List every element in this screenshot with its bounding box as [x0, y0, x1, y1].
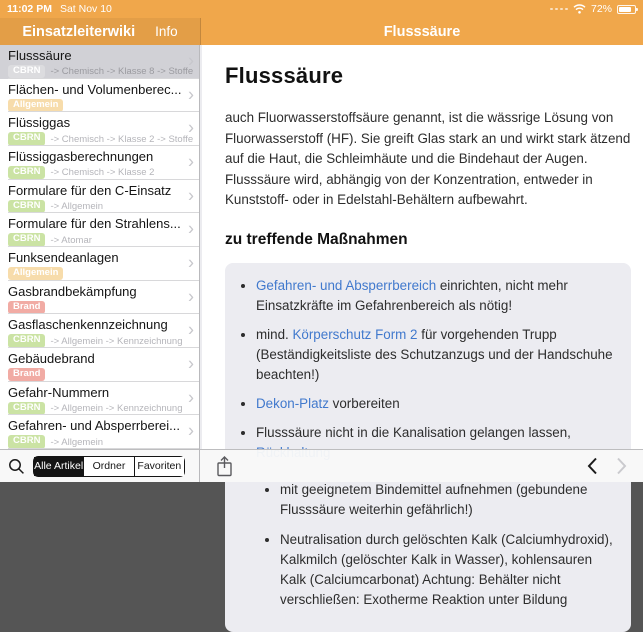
category-badge: CBRN — [8, 65, 45, 78]
article-list — [0, 45, 199, 449]
list-item-subline — [8, 166, 181, 179]
article-content — [200, 45, 643, 482]
cellular-dots-icon — [550, 8, 568, 11]
list-item-title: Flusssäure — [8, 48, 181, 63]
measure-item: • mit geeignetem Bindemittel aufnehmen (gebundene Flusssäure weiterhin gefährlich!) — [280, 480, 617, 520]
article-list-pane — [0, 45, 200, 482]
measures-list — [235, 276, 617, 464]
list-item-subline — [8, 65, 181, 78]
wifi-icon — [573, 4, 586, 14]
category-badge: Brand — [8, 301, 45, 314]
list-item-subline — [8, 435, 181, 448]
list-item[interactable] — [0, 146, 199, 180]
list-item-subline — [8, 334, 181, 347]
list-item[interactable] — [0, 79, 199, 113]
disclosure-chevron-icon: › — [188, 119, 194, 137]
category-path: -> Allgemein — [50, 437, 103, 448]
navigation-bar — [0, 18, 643, 45]
category-badge: Allgemein — [8, 267, 63, 280]
list-item[interactable] — [0, 281, 199, 315]
disclosure-chevron-icon: › — [188, 287, 194, 305]
list-item[interactable] — [0, 382, 199, 416]
category-badge: CBRN — [8, 334, 45, 347]
section-heading: zu treffende Maßnahmen — [225, 231, 631, 249]
status-bar — [0, 0, 643, 18]
article-title: Flusssäure — [225, 63, 631, 89]
category-badge: Allgemein — [8, 99, 63, 112]
category-path: -> Allgemein — [50, 201, 103, 212]
category-path: -> Chemisch -> Klasse 8 -> Stoffe — [50, 66, 193, 77]
status-date: Sat Nov 10 — [60, 3, 112, 15]
article-detail-pane — [200, 45, 643, 482]
disclosure-chevron-icon: › — [188, 51, 194, 69]
category-path: -> Atomar — [50, 235, 91, 246]
status-left — [7, 3, 112, 15]
battery-percent: 72% — [591, 3, 612, 15]
category-path: -> Chemisch -> Klasse 2 — [50, 167, 154, 178]
category-path: -> Chemisch -> Klasse 2 -> Stoffe — [50, 134, 193, 145]
list-item-title: Flüssiggas — [8, 115, 181, 130]
battery-icon — [617, 5, 636, 14]
history-arrows — [587, 457, 627, 475]
list-item-title: Flüssiggasberechnungen — [8, 149, 181, 164]
disclosure-chevron-icon: › — [188, 186, 194, 204]
measure-item: • Gefahren- und Absperrbereich einrichten, nicht mehr Einsatzkräfte im Gefahrenbereich als nötig! — [256, 276, 617, 316]
status-right — [550, 3, 636, 15]
wiki-link[interactable]: Körperschutz Form 2 — [292, 327, 417, 342]
app-title: Einsatzleiterwiki — [22, 24, 135, 40]
category-badge: CBRN — [8, 200, 45, 213]
filter-segmented-control — [33, 456, 185, 477]
disclosure-chevron-icon: › — [188, 354, 194, 372]
disclosure-chevron-icon: › — [188, 422, 194, 440]
category-path: -> Allgemein -> Kennzeichnung — [50, 403, 182, 414]
measures-box — [225, 263, 631, 632]
detail-nav — [201, 18, 643, 45]
list-toolbar — [0, 449, 199, 482]
measure-item: • mind. Körperschutz Form 2 für vorgehenden Trupp (Beständigkeitsliste des Schutzanzugs und der Handschuhe beachten!) — [256, 325, 617, 385]
list-item-title: Gasflaschenkennzeichnung — [8, 317, 181, 332]
list-item-title: Gasbrandbekämpfung — [8, 284, 181, 299]
measure-item: • Flusssäure nicht in die Kanalisation gelangen lassen, — [256, 423, 617, 463]
disclosure-chevron-icon: › — [188, 85, 194, 103]
list-item[interactable] — [0, 314, 199, 348]
list-item-subline — [8, 368, 181, 381]
disclosure-chevron-icon: › — [188, 220, 194, 238]
list-item[interactable] — [0, 213, 199, 247]
list-item-subline — [8, 132, 181, 145]
wiki-link[interactable]: Gefahren- und Absperrbereich — [256, 278, 436, 293]
disclosure-chevron-icon: › — [188, 388, 194, 406]
segment-button[interactable]: Alle Artikel — [34, 457, 84, 476]
list-item-title: Formulare für den Strahlens... — [8, 216, 181, 231]
list-item-subline — [8, 233, 181, 246]
article-intro: auch Fluorwasserstoffsäure genannt, ist die wässrige Lösung von Fluorwasserstoff (HF). Sie greift Glas stark an und wirkt stark ätzend auf die Haut, die Schleimhäute und die Bindehaut der Augen. Flusssäure wird, abhängig von der Konzentration, entweder in Kunststoff- oder in Edelstahl-Behältern aufbewahrt. — [225, 108, 631, 211]
category-path: -> Allgemein -> Kennzeichnung — [50, 336, 182, 347]
list-item-title: Funksendeanlagen — [8, 250, 181, 265]
status-time: 11:02 PM — [7, 3, 52, 15]
detail-toolbar — [200, 449, 643, 482]
disclosure-chevron-icon: › — [188, 321, 194, 339]
list-item-title: Gefahr-Nummern — [8, 385, 181, 400]
list-item-title: Gebäudebrand — [8, 351, 181, 366]
master-nav — [0, 18, 201, 45]
category-badge: CBRN — [8, 233, 45, 246]
segment-button[interactable]: Ordner — [84, 457, 134, 476]
measure-item: • Dekon-Platz vorbereiten — [256, 394, 617, 414]
list-item[interactable] — [0, 112, 199, 146]
list-item-subline — [8, 402, 181, 415]
info-button[interactable]: Info — [155, 24, 178, 39]
chevron-left-icon[interactable] — [587, 457, 598, 475]
list-item-subline — [8, 267, 181, 280]
list-item[interactable] — [0, 247, 199, 281]
list-item[interactable] — [0, 348, 199, 382]
segment-button[interactable]: Favoriten — [135, 457, 184, 476]
search-icon[interactable] — [8, 458, 25, 475]
split-view — [0, 45, 643, 482]
category-badge: CBRN — [8, 132, 45, 145]
share-icon[interactable] — [216, 456, 233, 477]
page-title: Flusssäure — [384, 24, 461, 40]
list-item[interactable] — [0, 415, 199, 449]
list-item-title: Formulare für den C-Einsatz — [8, 183, 181, 198]
measure-item: • Neutralisation durch gelöschten Kalk (Calciumhydroxid), Kalkmilch (gelöschter Kalk in Wasser), kohlensauren Kalk (Calciumcarbonat) Achtung: Behälter nicht verschließen: Exotherme Reaktion unter Bildung — [280, 530, 617, 610]
list-item-subline — [8, 301, 181, 314]
sub-measures-list — [235, 480, 617, 610]
wiki-link[interactable]: Dekon-Platz — [256, 396, 329, 411]
category-badge: Brand — [8, 368, 45, 381]
list-item[interactable] — [0, 45, 199, 79]
disclosure-chevron-icon: › — [188, 152, 194, 170]
list-item-title: Gefahren- und Absperrberei... — [8, 418, 181, 433]
list-item-title: Flächen- und Volumenberec... — [8, 82, 181, 97]
chevron-right-icon[interactable] — [616, 457, 627, 475]
category-badge: CBRN — [8, 166, 45, 179]
disclosure-chevron-icon: › — [188, 253, 194, 271]
category-badge: CBRN — [8, 435, 45, 448]
list-item-subline — [8, 99, 181, 112]
list-item[interactable] — [0, 180, 199, 214]
list-item-subline — [8, 200, 181, 213]
category-badge: CBRN — [8, 402, 45, 415]
